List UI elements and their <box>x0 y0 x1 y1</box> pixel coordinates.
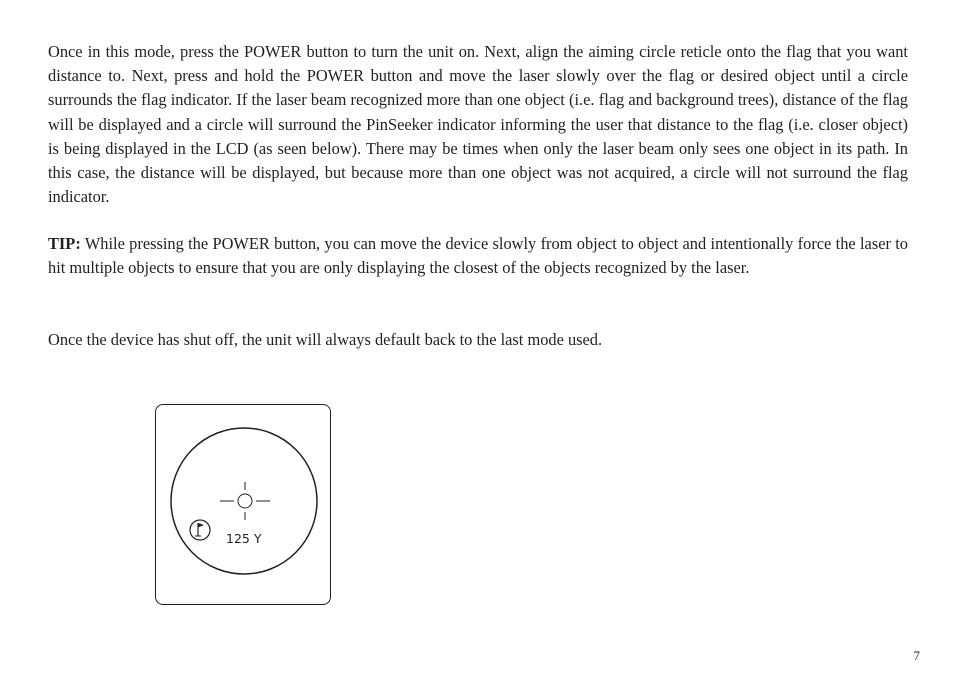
crosshair-icon <box>220 482 270 520</box>
instruction-paragraph: Once in this mode, press the POWER button to turn the unit on. Next, align the aiming circle reticle onto the flag that you want distance to. Next, press and hold the POWER button and move the laser slowly over the flag or desired object until a circle surrounds the flag indicator. If the laser beam recognized more than one object (i.e. flag and background trees), distance of the flag will be displayed and a circle will surround the PinSeeker indicator informing the user that distance to the flag (i.e. closer object) is being displayed in the LCD (as seen below). There may be times when only the laser beam only sees one object in its path. In this case, the distance will be displayed, but because more than one object was not acquired, a circle will not surround the flag indicator. <box>48 42 908 207</box>
viewfinder-circle <box>171 428 317 574</box>
tip-paragraph <box>48 232 908 280</box>
tip-label: TIP: <box>48 234 81 253</box>
page-number: 7 <box>913 648 920 663</box>
default-mode-paragraph: Once the device has shut off, the unit will always default back to the last mode used. <box>48 330 603 349</box>
flag-in-circle-icon <box>190 520 210 540</box>
lcd-viewfinder <box>156 405 332 606</box>
distance-readout: 125 Y <box>226 531 262 546</box>
lcd-display-illustration <box>155 404 331 605</box>
tip-text: While pressing the POWER button, you can move the device slowly from object to object and intentionally force the laser to hit multiple objects to ensure that you are only displaying the closest of the objects recognized by the laser. <box>48 234 908 278</box>
